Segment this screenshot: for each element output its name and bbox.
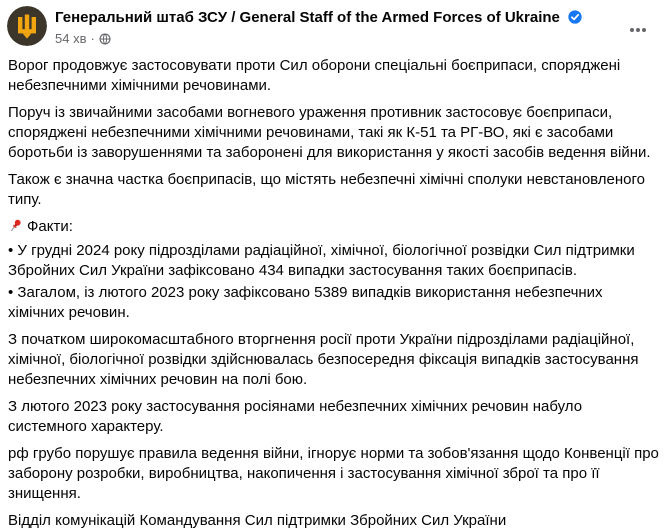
post-header-info — [55, 6, 614, 47]
post-paragraph: З початком широкомасштабного вторгнення росії проти України підрозділами радіаційної, хімічної, біологічної розвідки здійснювалась безпосередня фіксація випадків застосування небезпечних хімічних речовин на полі бою. — [8, 331, 639, 388]
post-bullet: • У грудні 2024 року підрозділами радіаційної, хімічної, біологічної розвідки Сил підтримки Збройних Сил України зафіксовано 434 випадки застосування таких боєприпасів. — [8, 242, 635, 279]
trident-logo-icon — [7, 6, 47, 46]
post-body — [0, 47, 668, 531]
post-meta-row — [55, 31, 614, 47]
more-options-button[interactable] — [622, 14, 654, 46]
post-paragraph: Також є значна частка боєприпасів, що містять небезпечні хімічні сполуки невстановленого типу. — [8, 171, 646, 208]
page-avatar[interactable] — [7, 6, 47, 46]
post-paragraph: Поруч із звичайними засобами вогневого ураження противник застосовує боєприпаси, споряджені небезпечними хімічними речовинами, такі як К-51 та РГ-ВО, які є засобами боротьби із заворушеннями та заборонені для використання у якості засобів ведення війни. — [8, 104, 651, 161]
post-paragraph: рф грубо порушує правила ведення війни, ігнорує норми та зобов'язання щодо Конвенції про заборону розробки, виробництва, накопичення і застосування хімічної зброї та про її знищення. — [8, 445, 659, 502]
facts-heading — [8, 217, 660, 239]
page-name-row — [55, 8, 614, 29]
post-header — [0, 0, 668, 47]
meta-separator: · — [90, 31, 95, 46]
post-signature: Відділ комунікацій Командування Сил підтримки Збройних Сил України — [8, 512, 507, 529]
post-paragraph: З лютого 2023 року застосування росіянами небезпечних хімічних речовин набуло системного характеру. — [8, 398, 583, 435]
verified-badge-icon — [568, 10, 582, 29]
post-paragraph: Ворог продовжує застосовувати проти Сил оборони спеціальні боєприпаси, споряджені небезпечними хімічними речовинами. — [8, 57, 621, 94]
pushpin-icon — [8, 218, 23, 239]
page-name-link[interactable]: Генеральний штаб ЗСУ / General Staff of the Armed Forces of Ukraine — [55, 9, 560, 26]
post-bullet: • Загалом, із лютого 2023 року зафіксовано 5389 випадків використання небезпечних хімічних речовин. — [8, 284, 603, 321]
globe-privacy-icon — [99, 33, 111, 45]
ellipsis-icon — [628, 20, 648, 40]
post-timestamp[interactable]: 54 хв — [55, 31, 87, 46]
facts-label: Факти: — [27, 218, 73, 235]
